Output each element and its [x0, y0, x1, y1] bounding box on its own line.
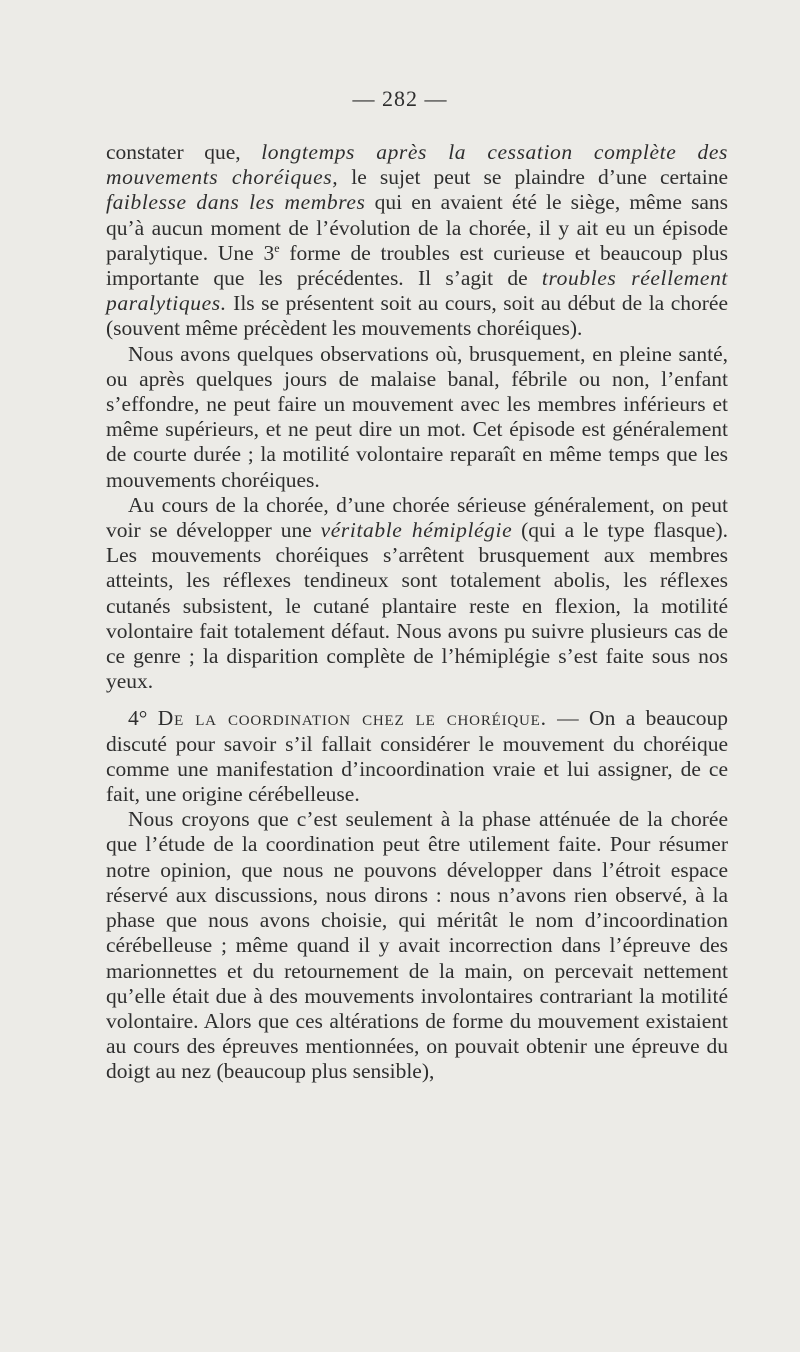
- paragraph-2: Nous avons quelques observations où, brusquement, en pleine santé, ou après quelques jours de malaise banal, fébrile ou non, l’enfant s’effondre, ne peut faire un mouvement avec les membres inférieurs et même supérieurs, et ne peut dire un mot. Cet épisode est généralement de courte durée ; la motilité volontaire reparaît en même temps que les mouvements choréiques.: [106, 341, 728, 492]
- p1-text-c: le sujet peut se plaindre d’une certaine: [338, 165, 728, 190]
- p1-superscript: e: [274, 240, 280, 255]
- paragraph-3: [106, 493, 728, 695]
- p1-italic-d: faiblesse dans les membres: [106, 190, 366, 215]
- p1-italic-b: longtemps après la cessation complète des mouvements choréiques,: [106, 140, 728, 190]
- p3-text-a: Au cours de la chorée, d’une chorée sérieuse généralement, on peut voir se développer une: [106, 492, 728, 543]
- p1-italic-g: troubles réellement paralytiques.: [106, 266, 728, 316]
- page-body: [106, 140, 728, 1085]
- section-4-text: — On a beaucoup discuté pour savoir s’il fallait considérer le mouvement du choréique comme une manifestation d’incoordination vraie et lui assigner, de ce fait, une origine cérébelleuse.: [106, 706, 729, 807]
- p1-text-e: qui en avaient été le siège, même sans qu’à aucun moment de l’évolution de la chorée, il y ait eu un épisode paralytique. Une 3: [106, 190, 729, 265]
- p1-text-f: forme de troubles est curieuse et beaucoup plus importante que les précédentes. Il s’agit de: [106, 240, 729, 291]
- paragraph-1: [106, 140, 728, 342]
- degree-sign: °: [138, 706, 148, 731]
- p3-italic-b: véritable hémiplégie: [320, 518, 513, 543]
- p1-text-h: Ils se présentent soit au cours, soit au début de la chorée (souvent même précèdent les mouvements choréiques).: [106, 291, 728, 341]
- p1-text-a: constater que,: [106, 140, 262, 164]
- section-heading: De la coordination chez le choréique.: [157, 706, 547, 731]
- page-number: — 282 —: [352, 86, 448, 111]
- p3-text-c: (qui a le type flasque). Les mouvements choréiques s’arrêtent brusquement aux membres atteints, les réflexes tendineux sont totalement abolis, les réflexes cutanés subsistent, le cutané plantaire reste en flexion, la motilité volontaire fait totalement défaut. Nous avons pu suivre plusieurs cas de ce genre ; la disparition complète de l’hémiplégie s’est faite sous nos yeux.: [106, 518, 728, 694]
- section-4-paragraph: [106, 706, 728, 807]
- section-number: 4: [128, 706, 139, 731]
- paragraph-5: Nous croyons que c’est seulement à la phase atténuée de la chorée que l’étude de la coordination peut être utilement faite. Pour résumer notre opinion, que nous ne pouvons développer dans l’étroit espace réservé aux discussions, nous dirons : nous n’avons rien observé, à la phase que nous avons choisie, qui méritât le nom d’incoordination cérébelleuse ; même quand il y avait incorrection dans l’épreuve des marionnettes et du retournement de la main, on percevait nettement qu’elle était due à des mouvements involontaires contrariant la motilité volontaire. Alors que ces altérations de forme du mouvement existaient au cours des épreuves mentionnées, on pouvait obtenir une épreuve du doigt au nez (beaucoup plus sensible),: [106, 807, 728, 1084]
